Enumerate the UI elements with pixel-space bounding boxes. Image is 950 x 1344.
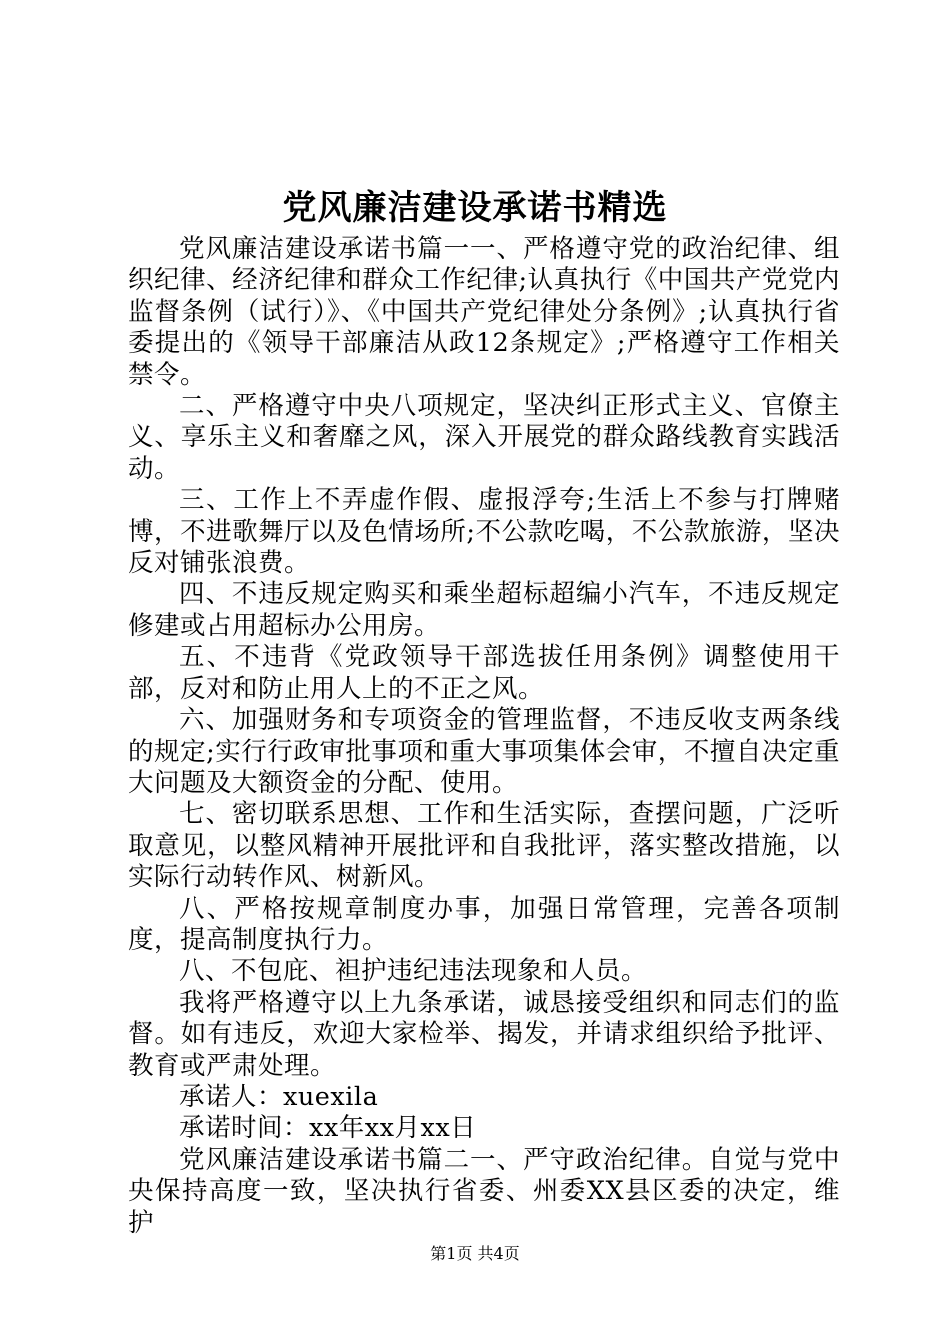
paragraph: 六、加强财务和专项资金的管理监督，不违反收支两条线的规定;实行行政审批事项和重大事项集体会审，不擅自决定重大问题及大额资金的分配、使用。 xyxy=(128,705,840,798)
paragraph: 党风廉洁建设承诺书篇一一、严格遵守党的政治纪律、组织纪律、经济纪律和群众工作纪律;认真执行《中国共产党党内监督条例（试行）》、《中国共产党纪律处分条例》;认真执行省委提出的《领导干部廉洁从政12条规定》;严格遵守工作相关禁令。 xyxy=(128,234,840,390)
paragraph: 七、密切联系思想、工作和生活实际，查摆问题，广泛听取意见，以整风精神开展批评和自我批评，落实整改措施，以实际行动转作风、树新风。 xyxy=(128,799,840,893)
paragraph: 党风廉洁建设承诺书篇二一、严守政治纪律。自觉与党中央保持高度一致，坚决执行省委、州委XX县区委的决定，维护 xyxy=(128,1144,840,1238)
paragraph: 八、不包庇、袒护违纪违法现象和人员。 xyxy=(179,956,648,987)
page-number: 第1页 共4页 xyxy=(430,1244,520,1263)
pledge-date-line: 承诺时间：xx年xx月xx日 xyxy=(179,1113,477,1144)
document-body xyxy=(128,234,840,1239)
paragraph: 三、工作上不弄虚作假、虚报浮夸;生活上不参与打牌赌博，不进歌舞厅以及色情场所;不公款吃喝，不公款旅游，坚决反对铺张浪费。 xyxy=(128,485,840,579)
pledger-line: 承诺人：xuexila xyxy=(179,1081,379,1112)
document-title: 党风廉洁建设承诺书精选 xyxy=(282,188,668,228)
paragraph: 八、严格按规章制度办事，加强日常管理，完善各项制度，提高制度执行力。 xyxy=(128,893,840,955)
paragraph: 我将严格遵守以上九条承诺，诚恳接受组织和同志们的监督。如有违反，欢迎大家检举、揭发，并请求组织给予批评、教育或严肃处理。 xyxy=(128,987,840,1081)
paragraph: 二、严格遵守中央八项规定，坚决纠正形式主义、官僚主义、享乐主义和奢靡之风，深入开展党的群众路线教育实践活动。 xyxy=(128,391,840,484)
paragraph: 四、不违反规定购买和乘坐超标超编小汽车，不违反规定修建或占用超标办公用房。 xyxy=(128,579,840,641)
paragraph: 五、不违背《党政领导干部选拔任用条例》调整使用干部，反对和防止用人上的不正之风。 xyxy=(128,642,840,704)
